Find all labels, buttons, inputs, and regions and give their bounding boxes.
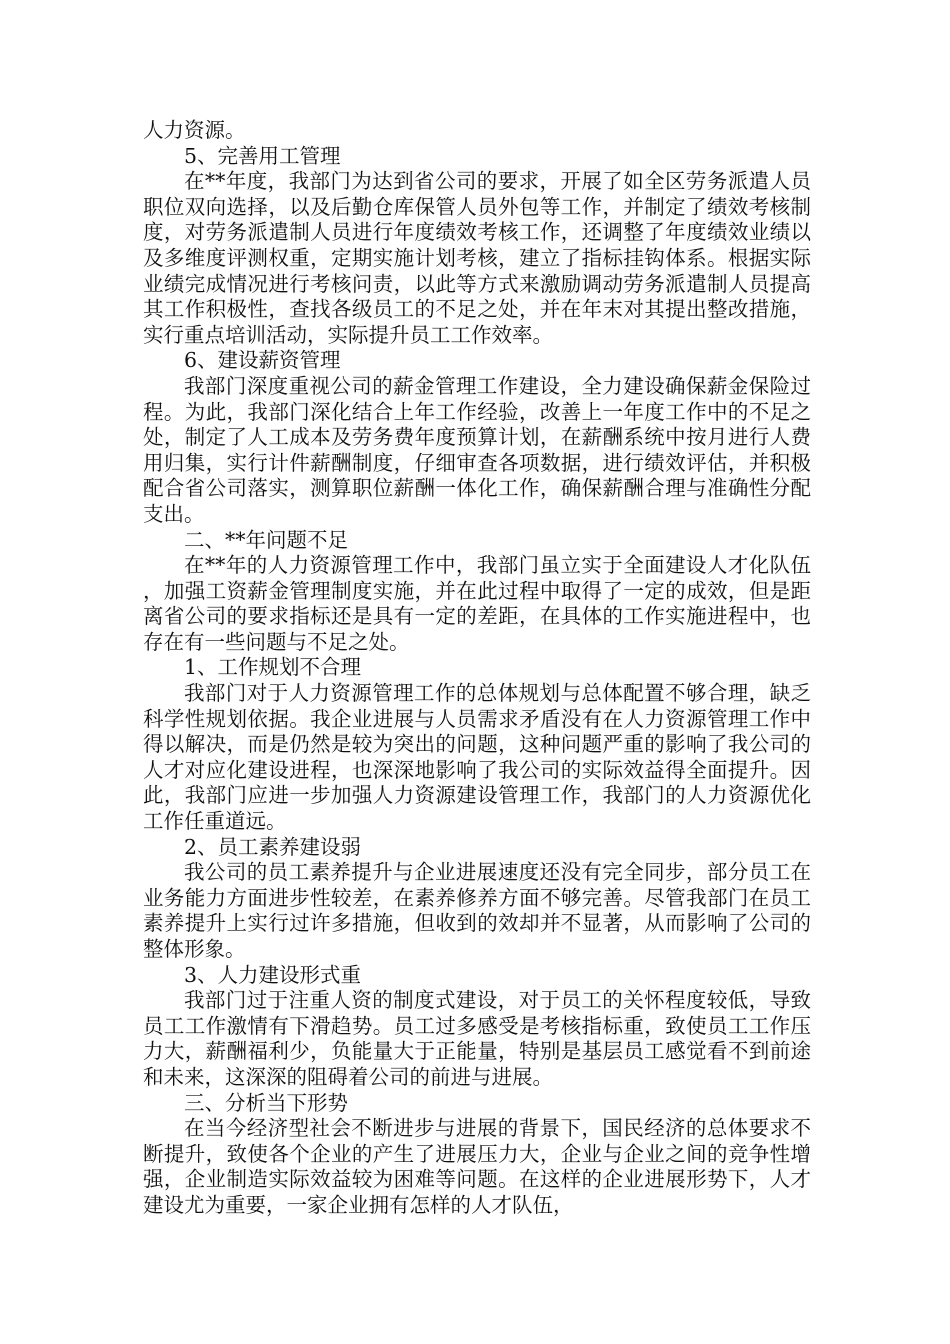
body-paragraph: 我公司的员工素养提升与企业进展速度还没有完全同步，部分员工在业务能力方面进步性较差，在素养修养方面不够完善。尽管我部门在员工素养提升上实行过许多措施，但收到的效却并不显著，从而影响了公司的整体形象。 [143, 860, 811, 961]
body-paragraph: 在**年度，我部门为达到省公司的要求，开展了如全区劳务派遣人员职位双向选择，以及后勤仓库保管人员外包等工作，并制定了绩效考核制度，对劳务派遣制人员进行年度绩效考核工作，还调整了年度绩效业绩以及多维度评测权重，定期实施计划考核，建立了指标挂钩体系。根据实际业绩完成情况进行考核问责，以此等方式来激励调动劳务派遣制人员提高其工作积极性，查找各级员工的不足之处，并在年末对其提出整改措施，实行重点培训活动，实际提升员工工作效率。 [143, 169, 811, 347]
body-paragraph: 在**年的人力资源管理工作中，我部门虽立实于全面建设人才化队伍，加强工资薪金管理制度实施，并在此过程中取得了一定的成效，但是距离省公司的要求指标还是具有一定的差距，在具体的工作实施进程中，也存在有一些问题与不足之处。 [143, 553, 811, 654]
body-paragraph: 我部门过于注重人资的制度式建设，对于员工的关怀程度较低，导致员工工作激情有下滑趋势。员工过多感受是考核指标重，致使员工工作压力大，薪酬福利少，负能量大于正能量，特别是基层员工感觉看不到前途和未来，这深深的阻碍着公司的前进与进展。 [143, 988, 811, 1089]
paragraph-continued: 人力资源。 [143, 118, 246, 142]
section-heading: 3、人力建设形式重 [184, 962, 362, 987]
body-paragraph: 我部门深度重视公司的薪金管理工作建设，全力建设确保薪金保险过程。为此，我部门深化结合上年工作经验，改善上一年度工作中的不足之处，制定了人工成本及劳务费年度预算计划，在薪酬系统中按月进行人费用归集，实行计件薪酬制度，仔细审查各项数据，进行绩效评估，并积极配合省公司落实，测算职位薪酬一体化工作，确保薪酬合理与准确性分配支出。 [143, 373, 811, 526]
document-body [143, 118, 811, 1219]
section-heading: 5、完善用工管理 [184, 143, 341, 168]
body-paragraph: 在当今经济型社会不断进步与进展的背景下，国民经济的总体要求不断提升，致使各个企业的产生了进展压力大，企业与企业之间的竞争性增强，企业制造实际效益较为困难等问题。在这样的企业进展形势下，人才建设尤为重要，一家企业拥有怎样的人才队伍， [143, 1116, 811, 1217]
section-heading: 1、工作规划不合理 [184, 655, 362, 680]
section-heading: 6、建设薪资管理 [184, 348, 341, 373]
section-heading: 2、员工素养建设弱 [184, 834, 362, 859]
section-heading: 三、分析当下形势 [184, 1090, 348, 1115]
body-paragraph: 我部门对于人力资源管理工作的总体规划与总体配置不够合理，缺乏科学性规划依据。我企业进展与人员需求矛盾没有在人力资源管理工作中得以解决，而是仍然是较为突出的问题，这种问题严重的影响了我公司的人才对应化建设进程，也深深地影响了我公司的实际效益得全面提升。因此，我部门应进一步加强人力资源建设管理工作，我部门的人力资源优化工作任重道远。 [143, 681, 811, 834]
section-heading: 二、**年问题不足 [184, 527, 348, 552]
